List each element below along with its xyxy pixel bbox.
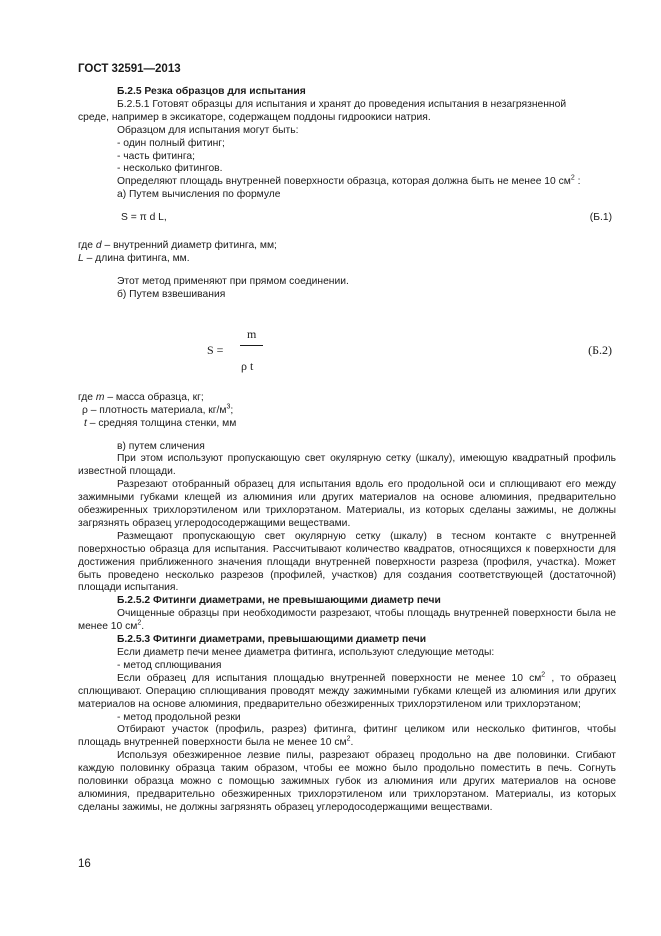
method-longcut-label: - метод продольной резки bbox=[117, 711, 241, 723]
where2-var-t: t bbox=[84, 417, 87, 429]
samples-intro: Образцом для испытания могут быть: bbox=[117, 124, 299, 136]
where2-var-m: m bbox=[95, 391, 105, 403]
straight-connection-note: Этот метод применяют при прямом соединении. bbox=[117, 275, 349, 287]
paragraph-b251-line2: среде, например в эксикаторе, содержащем поддоны гидроокиси натрия. bbox=[78, 111, 431, 123]
sample-item-1: - один полный фитинг; bbox=[117, 137, 225, 149]
paragraph-b252 bbox=[78, 608, 616, 634]
paragraph-c3: Размещают пропускающую свет окулярную сетку (шкалу) в тесном контакте с внутренней поверхностью образца для испытания. Рассчитывают количество квадратов, относящихся к поверхности для достижения приближенного значения площади внутренней поверхности разреза (профиля, участка). Может быть проведено несколько разрезов (профилей, участков) для создания соответствующей (достаточной) площади испытания. bbox=[78, 530, 616, 594]
where2-sup: 3 bbox=[226, 403, 231, 411]
sample-item-2: - часть фитинга; bbox=[117, 150, 195, 162]
b252-end: . bbox=[141, 621, 145, 633]
formula-b1-number: (Б.1) bbox=[589, 212, 612, 224]
where2-line2 bbox=[78, 405, 616, 418]
method-b-label: б) Путем взвешивания bbox=[117, 288, 226, 300]
paragraph-flatten bbox=[78, 673, 616, 712]
section-title-b252: Б.2.5.2 Фитинги диаметрами, не превышающими диаметр печи bbox=[117, 595, 441, 607]
page-number: 16 bbox=[78, 858, 91, 870]
where2-desc-m: – масса образца, кг; bbox=[104, 391, 204, 403]
where1-var-L: L bbox=[78, 253, 84, 265]
formula-b1 bbox=[78, 210, 616, 232]
formula-b2-denominator: ρ t bbox=[241, 358, 254, 373]
where1-desc-L: – длина фитинга, мм. bbox=[83, 253, 190, 265]
area-requirement-end: : bbox=[574, 176, 581, 188]
method-c-label: в) путем сличения bbox=[117, 440, 205, 452]
area-requirement-text: Определяют площадь внутренней поверхности образца, которая должна быть не менее 10 см bbox=[117, 176, 571, 188]
method-a-label: а) Путем вычисления по формуле bbox=[117, 189, 281, 201]
flatten-sup: 2 bbox=[541, 671, 546, 679]
paragraph-b253-intro: Если диаметр печи менее диаметра фитинга, используют следующие методы: bbox=[117, 647, 495, 658]
paragraph-c1: При этом используют пропускающую свет окулярную сетку (шкалу), имеющую квадратный профиль известной площади. bbox=[78, 453, 616, 478]
formula-b2-numerator: m bbox=[247, 326, 257, 341]
paragraph-longcut-2: Используя обезжиренное лезвие пилы, разрезают образец продольно на две половинки. Сгибают каждую половинку образца таким образом, чтобы ее можно было продольно поместить в печь. Согнуть половинки образца можно с помощью зажимных губок из алюминия или других материалов на основе алюминия, предварительно обезжиренных трихлорэтиленом или трихлорэтаном. Материалы, из которых сделаны зажимы, не должны загрязнять образец углеродосодержащими веществами. bbox=[78, 750, 616, 813]
flatten-text-a: Если образец для испытания площадью внутренней поверхности не менее 10 см bbox=[117, 672, 542, 684]
formula-b2-number: (Б.2) bbox=[588, 342, 612, 357]
where1-prefix: где bbox=[78, 240, 96, 252]
paragraph-longcut-1 bbox=[78, 724, 616, 750]
b252-sup: 2 bbox=[137, 619, 142, 627]
longcut-end: . bbox=[350, 737, 354, 749]
paragraph-c2: Разрезают отобранный образец для испытания вдоль его продольной оси и сплющивают его между зажимными губками клещей из алюминия или других материалов на основе алюминия, предварительно обезжиренных трихлорэтиленом или трихлорэтаном. Материалы, из которых сделаны зажимы, не должны загрязнять образец углеродосодержащими веществами. bbox=[78, 479, 616, 529]
area-requirement-sup: 2 bbox=[570, 174, 575, 182]
b252-text: Очищенные образцы при необходимости разрезают, чтобы площадь внутренней поверхности была не менее 10 см bbox=[78, 608, 616, 633]
formula-b2-lhs: S = bbox=[207, 342, 224, 357]
where2-line3 bbox=[78, 418, 616, 431]
where2-line1 bbox=[78, 392, 616, 405]
where2-end: ; bbox=[230, 404, 234, 416]
area-requirement bbox=[78, 176, 616, 189]
longcut-sup: 2 bbox=[346, 735, 351, 743]
section-title-b25: Б.2.5 Резка образцов для испытания bbox=[117, 86, 306, 97]
flatten-text-b: , то образец сплющивают. Операцию сплющивания проводят между зажимными губками клещей из алюминия или других материалов на основе алюминия, предварительно обезжиренных трихлорэтиленом или трихлорэтаном; bbox=[78, 672, 616, 710]
where2-desc-rho: ρ – плотность материала, кг/м bbox=[82, 404, 227, 416]
where2-desc-t: – средняя толщина стенки, мм bbox=[86, 417, 237, 429]
section-title-b253: Б.2.5.3 Фитинги диаметрами, превышающими диаметр печи bbox=[117, 634, 427, 646]
where1-line1 bbox=[78, 240, 616, 253]
where1-var-d: d bbox=[95, 240, 102, 252]
where1-line2 bbox=[78, 253, 616, 266]
longcut-text1: Отбирают участок (профиль, разрез) фитинга, фитинг целиком или несколько фитингов, чтобы площадь внутренней поверхности была не менее 10 см bbox=[78, 724, 616, 749]
where1-desc-d: – внутренний диаметр фитинга, мм; bbox=[101, 240, 277, 252]
method-flatten-label: - метод сплющивания bbox=[117, 659, 222, 671]
document-header: ГОСТ 32591—2013 bbox=[78, 63, 181, 75]
sample-item-3: - несколько фитингов. bbox=[117, 163, 223, 175]
formula-b2 bbox=[78, 306, 616, 392]
paragraph-b251-line1: Б.2.5.1 Готовят образцы для испытания и хранят до проведения испытания в незагрязненной bbox=[117, 98, 567, 110]
document-body bbox=[78, 86, 616, 815]
where2-prefix: где bbox=[78, 391, 96, 403]
formula-b1-expression: S = π d L, bbox=[121, 212, 167, 224]
formula-b2-fraction-bar bbox=[240, 345, 263, 346]
